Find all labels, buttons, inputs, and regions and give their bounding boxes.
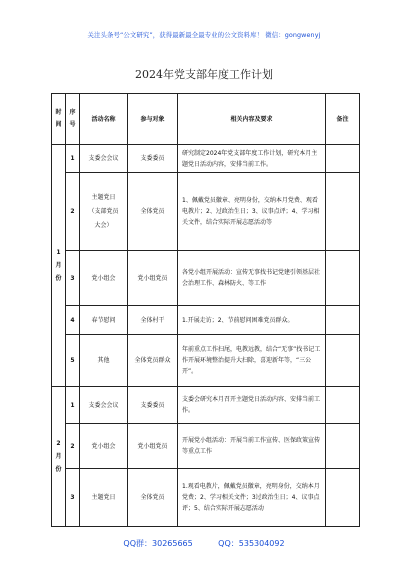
row-participants: 全体村干 [128,306,178,335]
row-participants: 党小组党员 [128,251,178,306]
row-activity: 春节慰问 [80,306,128,335]
row-remarks [326,387,360,424]
row-seq: 1 [66,145,80,173]
row-content: 支委会研究本月召开主题党日活动内容、安排当前工作。 [178,387,326,424]
row-participants: 党小组党员 [128,424,178,469]
row-remarks [326,173,360,251]
row-remarks [326,424,360,469]
month-january: 1 月 份 [52,145,66,387]
row-remarks [326,335,360,387]
table-row [52,173,360,251]
table-row [52,251,360,306]
row-seq: 3 [66,469,80,527]
header-seq: 序 号 [66,94,80,145]
row-participants: 支委委员 [128,145,178,173]
row-seq: 2 [66,424,80,469]
row-content: 1.观看电教片，佩戴党员徽章，亮明身份，交纳本月党费；2、学习相关文件；3过政治生日；4、议事点评；5、结合实际开展志愿活动 [178,469,326,527]
row-content: 年前重点工作扫尾，电教远教，结合“无事”找书记工作开展环境整治提升大扫除，喜迎新年等，“三公开”。 [178,335,326,387]
row-activity: 支委会会议 [80,387,128,424]
row-activity: 其他 [80,335,128,387]
row-seq: 2 [66,173,80,251]
row-participants: 支委委员 [128,387,178,424]
row-activity: 主题党日 （支部党员 大会） [80,173,128,251]
top-banner: 关注头条号“公文研究”，获得最新最全最专业的公文资料库！ 微信：gongwenyj [87,31,321,39]
header-time: 时 间 [52,94,66,145]
row-remarks [326,145,360,173]
row-content: 研究制定2024年党支部年度工作计划，研究本月主题党日活动内容，安排当前工作。 [178,145,326,173]
table-row [52,306,360,335]
row-activity: 支委会会议 [80,145,128,173]
row-activity: 党小组会 [80,424,128,469]
work-plan-table [51,93,360,527]
qq-group-text: QQ群：30265665 [123,539,193,548]
row-participants: 全体党员 [128,173,178,251]
row-content: 1、佩戴党员徽章、亮明身份，交纳本月党费、观看电教片；2、过政治生日；3、议事点评；4、学习相关文件，结合实际开展志愿活动等 [178,173,326,251]
header-content: 相关内容及要求 [178,94,326,145]
document-title: 2024年党支部年度工作计划 [135,68,273,81]
row-remarks [326,251,360,306]
table-row [52,469,360,527]
row-remarks [326,306,360,335]
row-content: 开展党小组活动：开展当前工作宣传、医保政策宣传等重点工作 [178,424,326,469]
row-remarks [326,469,360,527]
table-row [52,335,360,387]
table-row [52,424,360,469]
qq-text: QQ：535304092 [218,539,285,548]
table-row [52,387,360,424]
row-content: 1.开展走访；2、节前慰问困难党员群众。 [178,306,326,335]
header-activity: 活动名称 [80,94,128,145]
month-february: 2 月 份 [52,387,66,527]
bottom-banner [0,538,408,549]
table-header-row [52,94,360,145]
row-participants: 全体党员群众 [128,335,178,387]
row-seq: 3 [66,251,80,306]
row-content: 各党小组开展活动：宣传无事找书记党建引领基层社会治理工作、森林防火、等工作 [178,251,326,306]
header-participants: 参与对象 [128,94,178,145]
table-row [52,145,360,173]
row-seq: 5 [66,335,80,387]
row-activity: 主题党日 [80,469,128,527]
row-seq: 1 [66,387,80,424]
row-activity: 党小组会 [80,251,128,306]
row-participants: 全体党员 [128,469,178,527]
header-remarks: 备注 [326,94,360,145]
row-seq: 4 [66,306,80,335]
